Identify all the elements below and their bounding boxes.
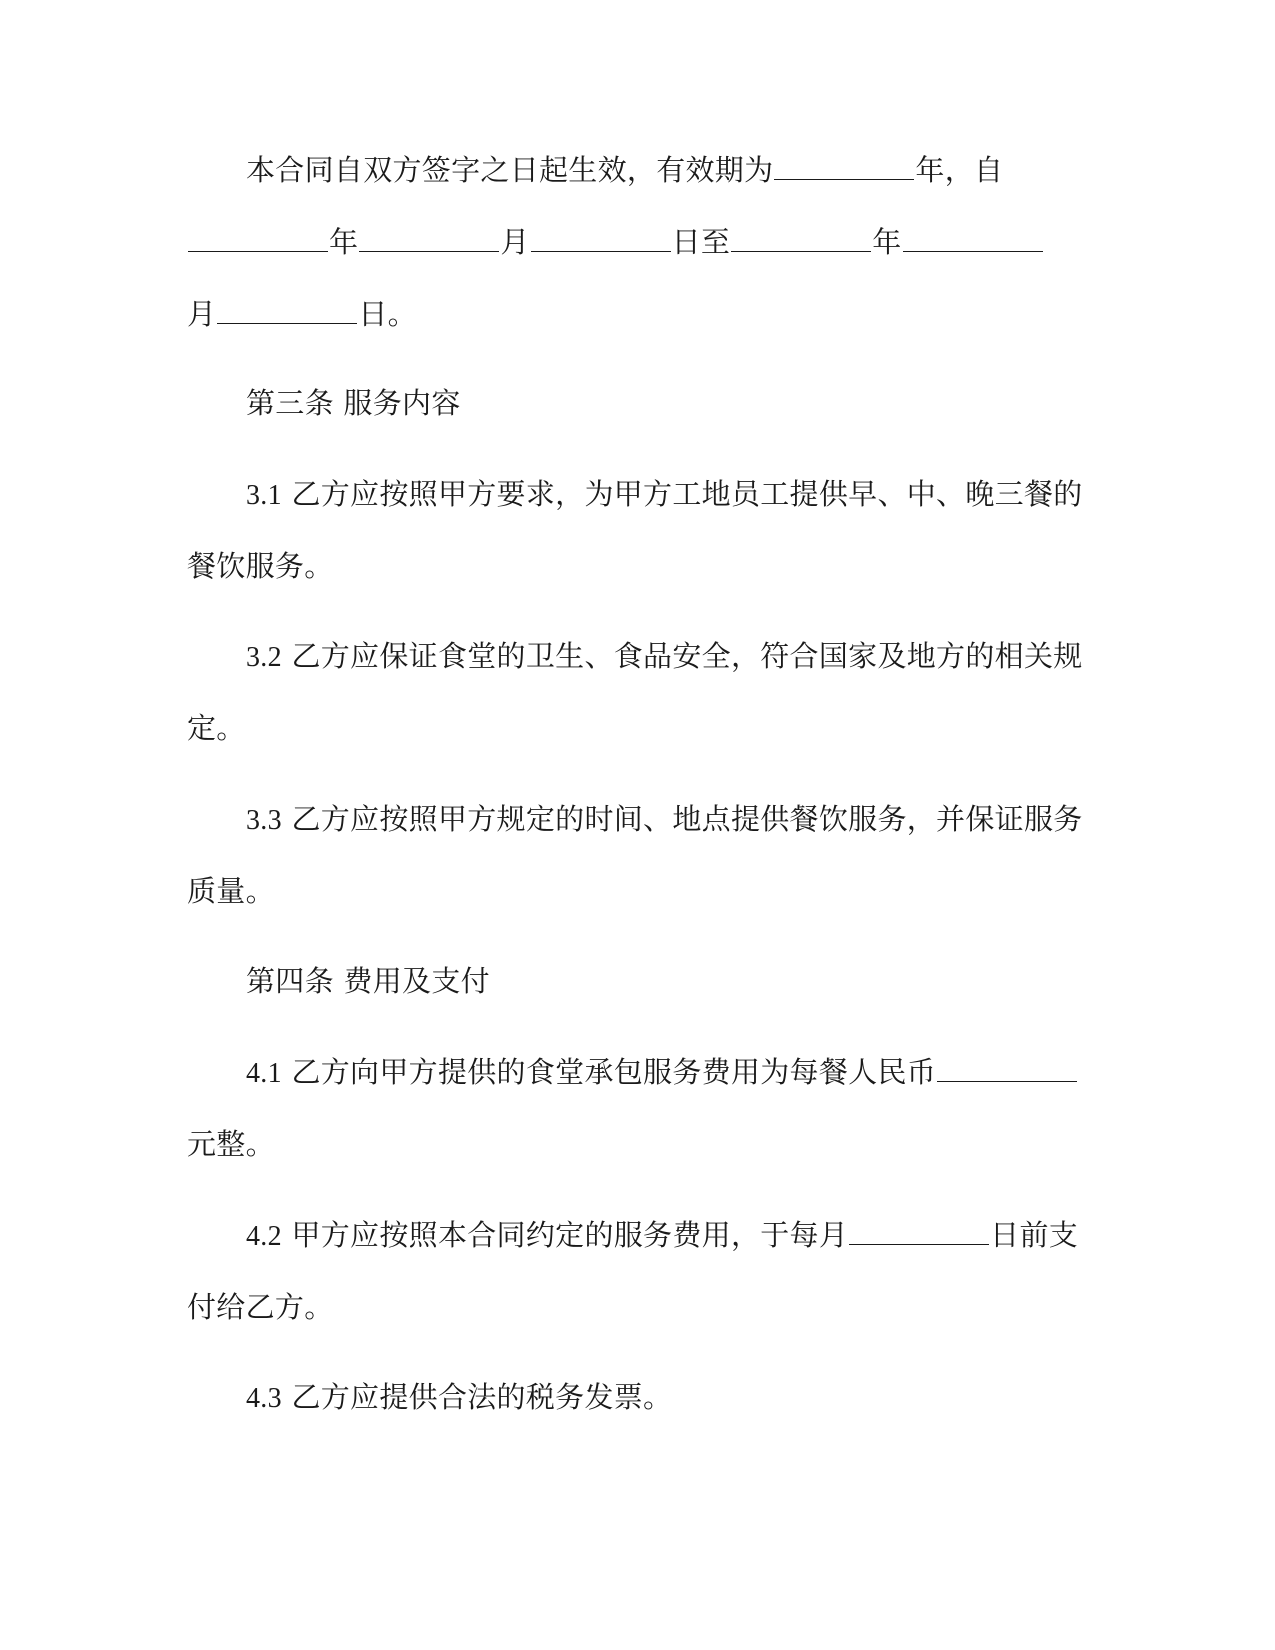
- clause-number: 4.2: [246, 1221, 282, 1252]
- term-text-year-from: 年，自: [915, 153, 1004, 187]
- label-day-to: 日至: [671, 225, 731, 259]
- clause-text: 乙方应按照甲方规定的时间、地点提供餐饮服务，并保证服务: [291, 802, 1083, 836]
- article-4-heading: 第四条 费用及支付: [246, 964, 490, 998]
- clause-text: 乙方应按照甲方要求，为甲方工地员工提供早、中、晚三餐的: [291, 477, 1083, 511]
- term-line-1: [246, 150, 1003, 190]
- clause-4-3: [246, 1377, 672, 1417]
- label-day-end: 日。: [358, 297, 417, 331]
- blank-start-month[interactable]: [359, 223, 499, 252]
- clause-number: 3.3: [246, 805, 282, 836]
- clause-text: 甲方应按照本合同约定的服务费用，于每月: [291, 1218, 849, 1252]
- clause-4-1: [246, 1052, 1078, 1092]
- blank-end-year[interactable]: [731, 223, 871, 252]
- clause-3-3-cont: 质量。: [187, 874, 275, 908]
- label-month: 月: [500, 225, 530, 259]
- blank-years[interactable]: [774, 151, 914, 180]
- clause-3-2-cont: 定。: [187, 711, 246, 745]
- blank-payment-day[interactable]: [849, 1216, 989, 1245]
- clause-3-2: [246, 636, 1083, 676]
- clause-3-1: [246, 474, 1083, 514]
- term-line-3: [187, 294, 417, 334]
- blank-end-day[interactable]: [217, 295, 357, 324]
- clause-4-1-cont: 元整。: [187, 1127, 275, 1161]
- clause-number: 4.1: [246, 1058, 282, 1089]
- clause-4-2-cont: 付给乙方。: [187, 1290, 334, 1324]
- clause-text: 乙方向甲方提供的食堂承包服务费用为每餐人民币: [291, 1055, 937, 1089]
- clause-3-3: [246, 799, 1083, 839]
- blank-end-month[interactable]: [903, 223, 1043, 252]
- term-text: 本合同自双方签字之日起生效，有效期为: [246, 153, 774, 187]
- clause-number: 3.2: [246, 642, 282, 673]
- label-year: 年: [872, 225, 902, 259]
- clause-4-2: [246, 1215, 1078, 1255]
- clause-text: 乙方应保证食堂的卫生、食品安全，符合国家及地方的相关规: [291, 639, 1083, 673]
- blank-start-year[interactable]: [188, 223, 328, 252]
- article-3-heading: 第三条 服务内容: [246, 386, 461, 420]
- clause-number: 3.1: [246, 480, 282, 511]
- blank-fee-amount[interactable]: [937, 1053, 1077, 1082]
- label-month: 月: [187, 297, 217, 331]
- clause-number: 4.3: [246, 1383, 282, 1414]
- blank-start-day[interactable]: [531, 223, 671, 252]
- clause-text-after-blank: 日前支: [990, 1218, 1079, 1252]
- clause-3-1-cont: 餐饮服务。: [187, 549, 334, 583]
- term-line-2: [187, 222, 1044, 262]
- clause-text: 乙方应提供合法的税务发票。: [291, 1380, 673, 1414]
- label-year: 年: [329, 225, 359, 259]
